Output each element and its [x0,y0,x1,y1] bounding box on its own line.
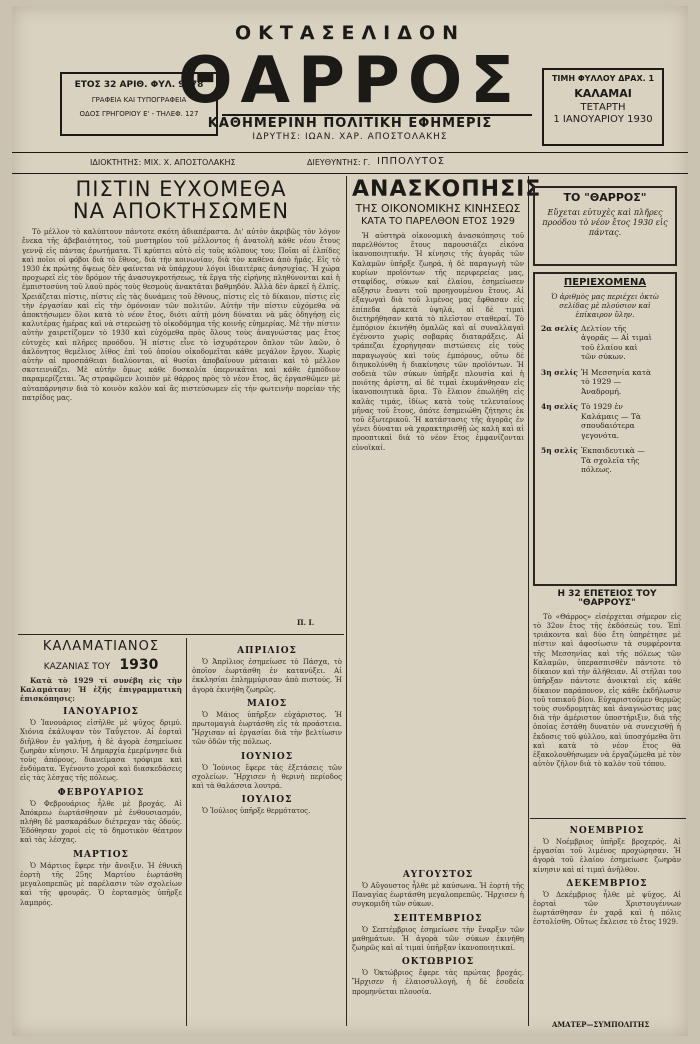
section-rule [18,634,344,635]
contents-row: 5η σελίς Ἐκπαιδευτικὰ — Τὰ σχολεῖα τῆς πόλεως. [541,446,645,474]
month-text: Ὁ Σεπτέμβριος ἐσημείωσε τὴν ἔναρξιν τῶν μαθημάτων. Ἡ ἀγορὰ τῶν σύκων ἐκινήθη ζωηρῶς καὶ αἱ τιμαὶ ὑπῆρξαν ἱκανοποιητικαί. [352,925,524,953]
month-text: Ὁ Δεκέμβριος ἦλθε μὲ ψῦχος. Αἱ ἑορταὶ τῶν Χριστουγέννων ἑωρτάσθησαν ἐν χαρᾷ καὶ ἡ πόλις ἐστολίσθη. Οὕτως ἔκλεισε τὸ ἔτος 1929. [533,890,681,927]
month-text: Ὁ Νοέμβριος ὑπῆρξε βροχερός. Αἱ ἐργασίαι τοῦ λιμένος προχώρησαν. Ἡ ἀγορὰ τοῦ ἐλαίου ἐσημείωσε ζωηρὰν κίνησιν καὶ αἱ τιμαὶ ἀνῆλθον. [533,838,681,874]
month-text: Ὁ Ἰανουάριος εἰσῆλθε μὲ ψῦχος δριμύ. Χιόνια ἐκάλυψαν τὸν Ταΰγετον. Αἱ ἑορταὶ διῆλθον ἐν γαλήνῃ, ἡ δὲ ἀγορὰ ἐσημείωσε ζωηρὰν κίνησιν. Ἡ Δημαρχία ἐμερίμνησε διὰ τοὺς ἀπόρους, διανείμασα τρόφιμα καὶ ἐνδύματα. Ἐγένοντο χοροὶ καὶ διασκεδάσεις εἰς τὰς λέσχας τῆς πόλεως. [20,719,182,783]
article-review-body-a [352,232,524,812]
article-review-text: Ἡ αὐστηρὰ οἰκονομικὴ ἀνασκόπησις τοῦ παρελθόντος ἔτους παρουσιάζει εἰκόνα ἱκανοποιητικήν. Ἡ κίνησις τῆς ἀγορᾶς τῶν Καλαμῶν ὑπῆρξε ζωηρά, ἡ δὲ παραγωγὴ τῶν κυρίων προϊόντων τῆς περιφερείας μας, σταφίδος, σύκων καὶ ἐλαίου, ἐσημείωσεν αὔξησιν ἔναντι τοῦ προηγουμένου ἔτους. Αἱ ἐξαγωγαὶ διὰ τοῦ λιμένος μας ἔφθασαν εἰς ἐπίπεδα ἀρκετὰ ὑψηλά, αἱ δὲ τιμαὶ διετηρήθησαν κατὰ τὸ πλεῖστον σταθεραί. Τὸ ἐμπόριον ἐκινήθη ὁμαλῶς καὶ αἱ συναλλαγαὶ ἐγένοντο χωρὶς σοβαρὰς διαταράξεις. Αἱ τράπεζαι ἐχορήγησαν πιστώσεις εἰς τοὺς παραγωγοὺς καὶ τοὺς ἐμπόρους, οὕτω δὲ διηυκολύνθη ἡ διακίνησις τῶν προϊόντων. Ἡ σοδειὰ τῶν σύκων ὑπῆρξε πλουσία καὶ ἡ ποιότης ἀρίστη, αἱ δὲ τιμαὶ ἐκυμάνθησαν εἰς ἱκανοποιητικὰ ὅρια. Τὸ ἔλαιον ἐπωλήθη εἰς καλὰς τιμάς, ἰδίως κατὰ τοὺς τελευταίους μῆνας τοῦ ἔτους, ὁπότε ἐσημειώθη ζήτησις ἐκ τοῦ ἐξωτερικοῦ. Ἡ κατάστασις τῆς ἀγορᾶς ἐν γένει δύναται νὰ χαρακτηρισθῇ ὡς καλὴ καὶ αἱ προοπτικαὶ διὰ τὸ νέον ἔτος ἐμφανίζονται εὐνοϊκαί. [352,232,524,452]
chronicle-subhead: ΚΑΖΑΝΙΑΣ ΤΟΥ [43,661,111,672]
kalamata-chronicle-continued [192,642,342,1030]
month-heading: ΔΕΚΕΜΒΡΙΟΣ [566,878,648,889]
month-heading: ΙΑΝΟΥΑΡΙΟΣ [63,707,139,718]
masthead-subtitle: ΚΑΘΗΜΕΡΙΝΗ ΠΟΛΙΤΙΚΗ ΕΦΗΜΕΡΙΣ [207,116,493,131]
director-label: ΔΙΕΥΘΥΝΤΗΣ: Γ. [307,158,371,167]
month-text: Ὁ Ἰούλιος ὑπῆρξε θερμότατος. [202,807,311,816]
issue-date: 1 ΙΑΝΟΥΑΡΙΟΥ 1930 [553,114,653,125]
chronicle-final-months [533,822,681,1018]
chronicle-year: 1930 [119,656,159,673]
month-text: Ὁ Ἀπρίλιος ἐσημείωσε τὸ Πάσχα, τὸ ὁποῖον ἑωρτάσθη ἐν κατανύξει. Αἱ ἐκκλησίαι ἐπλημμύρισαν ἀπὸ πιστούς. Ἡ ἀγορὰ ἐκινήθη ζωηρῶς. [192,658,342,694]
column-rule [186,638,187,1026]
column-rule [528,176,529,1026]
month-text: Ὁ Αὔγουστος ἦλθε μὲ καύσωνα. Ἡ ἑορτὴ τῆς Παναγίας ἑωρτάσθη μεγαλοπρεπῶς. Ἤρχισεν ἡ συγκομιδὴ τῶν σύκων. [352,882,524,909]
month-heading: ΣΕΠΤΕΜΒΡΙΟΣ [393,913,483,924]
contents-row: 2α σελίς Δελτίον τῆς ἀγορᾶς — Αἱ τιμαὶ τοῦ ἐλαίου καὶ τῶν σύκων. [541,323,652,361]
article-faith-body: Τὸ μέλλον τὸ καλύπτουν πάντοτε σκότη ἀδιαπέραστα. Δι' αὐτὸν ἀκριβῶς τὸν λόγον ἔνεκα τῆς ἀβεβαιότητος, τοῦ μυστηρίου τοῦ μέλλοντος ἡ ἀνατολὴ κάθε νέου ἔτους γεννᾷ εἰς πάντας ἐρωτήματα. Τί κρύπτει αὐτὸ εἰς τοὺς κόλπους του; Ποῖαι αἱ ἐλπίδες καὶ ποῖοι οἱ φόβοι διὰ τὸ ἔθνος, διὰ τὴν κοινωνίαν, διὰ τὸν καθένα ἀπὸ ἡμᾶς. Εἰς τὸ 1930 ἐκ πρώτης ὄψεως δὲν φαίνεται νὰ ὑπάρχουν λόγοι ἰδιαιτέρας ἀνησυχίας. Ἡ χώρα προχωρεῖ εἰς τὸν δρόμον τῆς ἀνασυγκροτήσεως, τὰ ἔργα τῆς εἰρήνης πληθύνονται καὶ ἡ ἐμπιστοσύνη τοῦ λαοῦ πρὸς τοὺς θεσμοὺς ἀνακτᾶται βαθμηδόν. Ἀλλὰ δὲν ἀρκεῖ ἡ ἐλπίς. Χρειάζεται πίστις, πίστις εἰς τὰς δυνάμεις τοῦ ἔθνους, πίστις εἰς τὸ δίκαιον, πίστις εἰς τὴν ἐργασίαν καὶ εἰς τὴν ὁμόνοιαν τῶν πολιτῶν. Αὐτὴν τὴν πίστιν εὐχόμεθα νὰ ἀποκτήσωμεν ὅλοι κατὰ τὸ νέον ἔτος, διότι αὐτὴ μόνη δύναται νὰ μᾶς ὁδηγήσῃ εἰς καλυτέρας ἡμέρας καὶ νὰ στερεώσῃ τὸ οἰκοδόμημα τῆς κοινῆς εὐημερίας. Μὲ τὴν πίστιν αὐτὴν χαιρετίζομεν τὸ 1930 καὶ εὐχόμεθα πρὸς ὅλους τοὺς ἀναγνώστας μας ἔτος εὐτυχὲς καὶ πλῆρες προόδου. Ἡ πίστις εἶνε τὸ ἰσχυρότερον ὅπλον τῶν λαῶν, ὁ ἀκλόνητος θεμέλιος λίθος ἐπὶ τοῦ ὁποίου οἰκοδομεῖται κάθε μεγάλον ἔργον. Χωρὶς αὐτὴν αἱ προσπάθειαι διαλύονται, αἱ θυσίαι ἀποβαίνουν μάταιαι καὶ τὸ μέλλον σκοτεινιάζει. Μὲ αὐτὴν ὅμως κάθε δυσκολία ὑπερνικᾶται καὶ κάθε ἐμπόδιον παραμερίζεται. Ἂς στραφῶμεν λοιπὸν μὲ θάρρος πρὸς τὸ νέον ἔτος, ἂς ἐργασθῶμεν μὲ αὐταπάρνησιν διὰ τὸ κοινὸν καλὸν καὶ ἂς πιστεύσωμεν εἰς τὴν φωτεινὴν πορείαν τῆς πατρίδος μας. [22,228,340,402]
month-heading: ΝΟΕΜΒΡΙΟΣ [569,826,645,836]
anniversary-text: Τὸ «Θάρρος» εἰσέρχεται σήμερον εἰς τὸ 32ον ἔτος τῆς ἐκδόσεώς του. Ἐπὶ τριάκοντα καὶ δύο ἔτη ὑπηρέτησε μὲ πίστιν καὶ ἀφοσίωσιν τὰ συμφέροντα τῆς Μεσσηνίας καὶ τῆς πόλεως τῶν Καλαμῶν, ὑπερασπισθὲν πάντοτε τὸ δίκαιον καὶ τὴν ἀλήθειαν. Αἱ στήλαι του ὑπῆρξαν πάντοτε ἀνοικταὶ εἰς κάθε δίκαιον παράπονον, εἰς κάθε ἐκδήλωσιν τοῦ τοπικοῦ βίου. Εὐχαριστοῦμεν θερμῶς τοὺς συνδρομητὰς καὶ ἀναγνώστας μας διὰ τὴν ἀμέριστον ὑποστήριξιν, διὰ τῆς ὁποίας ἐστάθη δυνατὸν νὰ συνεχισθῇ ἡ ἔκδοσις τοῦ φύλλου, καὶ ὑποσχόμεθα ὅτι καὶ κατὰ τὸ νέον ἔτος θὰ ἐξακολουθήσωμεν νὰ ἐργαζώμεθα μὲ τὸν αὐτὸν ζῆλον διὰ τὸ καλὸν τοῦ τόπου. [533,612,681,769]
article-review-subhead-1: ΤΗΣ ΟΙΚΟΝΟΜΙΚΗΣ ΚΙΝΗΣΕΩΣ [355,202,521,215]
section-rule [530,818,686,819]
month-heading: ΙΟΥΛΙΟΣ [241,795,293,806]
issue-box [60,72,218,136]
contents-title: ΠΕΡΙΕΧΟΜΕΝΑ [563,277,647,288]
masthead-title: ΘΑΡΡΟΣ [178,44,522,118]
kalamata-chronicle [20,640,182,1030]
anniversary-headline: Η 32 ΕΠΕΤΕΙΟΣ ΤΟΥ "ΘΑΡΡΟΥΣ" [557,589,657,609]
issue-city: ΚΑΛΑΜΑΙ [574,87,632,100]
office-address: ΟΔΟΣ ΓΡΗΓΟΡΙΟΥ Ε' - ΤΗΛΕΦ. 127 [79,110,199,118]
chronicle-autumn-months [352,866,524,1026]
article-anniversary [533,590,681,816]
article-faith-headline-1: ΠΙΣΤΙΝ ΕΥΧΟΜΕΘΑ [75,177,287,201]
staff-line [12,152,688,174]
month-heading: ΜΑΙΟΣ [246,698,288,709]
greeting-text: Εὔχεται εὐτυχὲς καὶ πλῆρες προόδου τὸ νέον ἔτος 1930 εἰς πάντας. [542,207,668,237]
masthead [12,6,688,152]
month-heading: ΙΟΥΝΙΟΣ [240,751,294,762]
masthead-kicker: ΟΚΤΑΣΕΛΙΔΟΝ [234,22,466,44]
column-rule [346,176,347,1026]
article-review-subhead-2: ΚΑΤΑ ΤΟ ΠΑΡΕΛΘΟΝ ΕΤΟΣ 1929 [361,216,515,227]
month-heading: ΟΚΤΩΒΡΙΟΣ [401,957,475,968]
contents-box [533,272,677,586]
contents-row: 3η σελίς Ἡ Μεσσηνία κατὰ τὸ 1929 — Ἀναδρομή. [541,367,652,396]
masthead-founder: ΙΔΡΥΤΗΣ: ΙΩΑΝ. ΧΑΡ. ΑΠΟΣΤΟΛΑΚΗΣ [252,132,448,142]
date-box [542,68,664,146]
contents-row: 4η σελίς Τὸ 1929 ἐν Καλάμαις — Τὰ σπουδαιότερα γεγονότα. [541,402,641,440]
chronicle-signature: ΑΜΑΤΕΡ—ΣΥΜΠΟΛΙΤΗΣ [552,1020,650,1029]
contents-list [541,324,675,475]
article-faith [22,178,340,630]
article-review-headline: ΑΝΑΣΚΟΠΗΣΙΣ [352,177,542,202]
article-faith-signature: Π. Ι. [297,618,315,627]
greeting-box [533,186,677,266]
month-text: Ὁ Ἰούνιος ἔφερε τὰς ἐξετάσεις τῶν σχολείων. Ἤρχισεν ἡ θερινὴ περίοδος καὶ τὰ θαλάσσια λουτρά. [192,763,342,791]
month-text: Ὁ Μάρτιος ἔφερε τὴν ἄνοιξιν. Ἡ ἐθνικὴ ἑορτὴ τῆς 25ης Μαρτίου ἑωρτάσθη μεγαλοπρεπῶς μὲ παρέλασιν τῶν σχολείων καὶ τῆς φρουρᾶς. Ὁ ἐορτασμὸς ὑπῆρξε λαμπρός. [20,861,182,907]
month-text: Ὁ Μάιος ὑπῆρξεν εὐχάριστος. Ἡ πρωτομαγιὰ ἑωρτάσθη εἰς τὰ προάστεια. Ἤρχισαν αἱ ἐργασίαι διὰ τὴν βελτίωσιν τῶν ὁδῶν τῆς πόλεως. [192,710,342,747]
month-heading: ΜΑΡΤΙΟΣ [73,849,129,860]
month-heading: ΑΠΡΙΛΙΟΣ [237,646,297,656]
issue-weekday: ΤΕΤΑΡΤΗ [580,102,626,113]
article-faith-headline-2: ΝΑ ΑΠΟΚΤΗΣΩΜΕΝ [72,199,290,224]
newspaper-page [12,6,688,1036]
chronicle-intro: Κατὰ τὸ 1929 τί συνέβη εἰς τὴν Καλαμάταν; Ἡ ἐξῆς ἐπιγραμματικὴ ἐπισκόπησις: [20,675,182,704]
director-name: ΙΠΠΟΛΥΤΟΣ [377,156,446,167]
issue-number: ΕΤΟΣ 32 ΑΡΙΘ. ΦΥΛ. 9778 [74,80,204,90]
issue-price: ΤΙΜΗ ΦΥΛΛΟΥ ΔΡΑΧ. 1 [551,74,655,83]
owner-credit: ΙΔΙΟΚΤΗΤΗΣ: ΜΙΧ. Χ. ΑΠΟΣΤΟΛΑΚΗΣ [90,158,236,167]
chronicle-headline: ΚΑΛΑΜΑΤΙΑΝΟΣ [42,639,160,654]
month-heading: ΦΕΒΡΟΥΑΡΙΟΣ [57,787,145,798]
month-text: Ὁ Ὀκτώβριος ἔφερε τὰς πρώτας βροχάς. Ἤρχισεν ἡ ἐλαιοσυλλογή, ἡ δὲ ἐσοδεία προμηνύεται πλουσία. [352,969,524,996]
contents-intro: Ὁ ἀριθμὸς μας περιέχει ὀκτὼ σελίδας μὲ πλούσιον καὶ ἐπίκαιρον ὕλην. [551,291,659,319]
month-heading: ΑΥΓΟΥΣΤΟΣ [402,870,474,880]
offices-label: ΓΡΑΦΕΙΑ ΚΑΙ ΤΥΠΟΓΡΑΦΕΙΑ [91,96,187,104]
month-text: Ὁ Φεβρουάριος ἦλθε μὲ βροχάς. Αἱ Ἀπόκρεω ἑωρτάσθησαν μὲ ἐνθουσιασμόν, πλήθη δὲ μασκαράδων διέτρεχαν τὰς ὁδούς. Ἐδόθησαν χοροὶ εἰς τὸ δημοτικὸν θέατρον καὶ τὰς λέσχας. [20,799,182,845]
greeting-name: ΤΟ "ΘΑΡΡΟΣ" [563,191,647,204]
